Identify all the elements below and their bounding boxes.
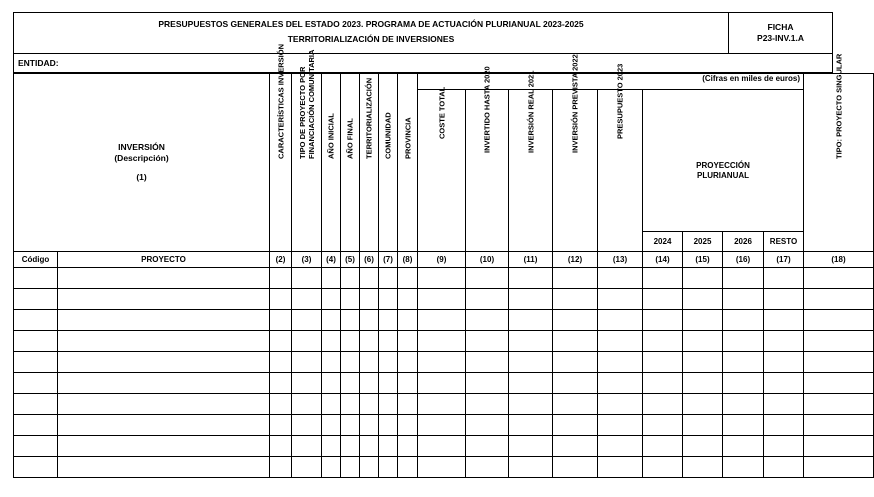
empty-cell (418, 352, 466, 373)
empty-cell (14, 457, 58, 478)
empty-cell (683, 310, 723, 331)
col-num: (14) (643, 252, 683, 268)
coste-total-label: COSTE TOTAL (437, 86, 447, 139)
empty-cell (598, 394, 643, 415)
empty-cell (58, 268, 270, 289)
title-bar (13, 12, 833, 54)
col-num: (13) (598, 252, 643, 268)
table-row (14, 415, 874, 436)
empty-cell (509, 310, 553, 331)
year-2024: 2024 (643, 232, 683, 252)
empty-cell (14, 331, 58, 352)
empty-cell (341, 268, 360, 289)
codigo-header: Código (14, 252, 58, 268)
empty-cell (643, 436, 683, 457)
table-row (14, 331, 874, 352)
empty-cell (418, 289, 466, 310)
empty-cell (509, 394, 553, 415)
empty-cell (598, 373, 643, 394)
col-ano-inicial (322, 74, 341, 252)
empty-cell (553, 310, 598, 331)
table-row (14, 457, 874, 478)
comunidad-label: COMUNIDAD (383, 111, 393, 159)
empty-cell (292, 457, 322, 478)
col-num: (12) (553, 252, 598, 268)
empty-cell (764, 331, 804, 352)
empty-cell (292, 268, 322, 289)
proyecto-header: PROYECTO (58, 252, 270, 268)
table-row (14, 289, 874, 310)
empty-cell (418, 268, 466, 289)
empty-cell (723, 289, 764, 310)
empty-cell (58, 457, 270, 478)
empty-cell (270, 268, 292, 289)
inversion-header (14, 74, 270, 252)
col-num: (10) (466, 252, 509, 268)
empty-cell (270, 436, 292, 457)
empty-cell (804, 415, 874, 436)
empty-cell (553, 373, 598, 394)
empty-cell (379, 331, 398, 352)
empty-cell (723, 268, 764, 289)
empty-cell (723, 436, 764, 457)
empty-cell (643, 331, 683, 352)
empty-cell (341, 457, 360, 478)
inversion-title: INVERSIÓN (118, 142, 165, 152)
empty-cell (398, 289, 418, 310)
empty-cell (379, 457, 398, 478)
col-num: (15) (683, 252, 723, 268)
ano-final-label: AÑO FINAL (345, 117, 355, 159)
title-line-1: PRESUPUESTOS GENERALES DEL ESTADO 2023. PROGRAMA DE ACTUACIÓN PLURIANUAL 2023-2025 (158, 19, 584, 29)
col-ano-final (341, 74, 360, 252)
budget-form (13, 12, 846, 478)
empty-cell (360, 289, 379, 310)
empty-cell (553, 289, 598, 310)
empty-cell (322, 457, 341, 478)
empty-cell (292, 289, 322, 310)
ano-inicial-label: AÑO INICIAL (326, 112, 336, 159)
col-num: (18) (804, 252, 874, 268)
empty-cell (466, 331, 509, 352)
empty-cell (58, 373, 270, 394)
form-title (14, 13, 729, 53)
empty-cell (379, 373, 398, 394)
empty-cell (418, 457, 466, 478)
empty-cell (643, 352, 683, 373)
empty-cell (379, 415, 398, 436)
empty-cell (804, 268, 874, 289)
empty-cell (418, 373, 466, 394)
empty-cell (292, 310, 322, 331)
empty-cell (683, 373, 723, 394)
empty-cell (270, 457, 292, 478)
empty-cell (764, 310, 804, 331)
col-comunidad (379, 74, 398, 252)
col-num: (3) (292, 252, 322, 268)
empty-cell (292, 373, 322, 394)
empty-cell (683, 352, 723, 373)
empty-cell (598, 331, 643, 352)
empty-cell (292, 352, 322, 373)
empty-cell (418, 394, 466, 415)
empty-cell (723, 352, 764, 373)
empty-cell (723, 373, 764, 394)
empty-cell (764, 373, 804, 394)
empty-cell (764, 268, 804, 289)
empty-cell (341, 415, 360, 436)
empty-cell (643, 415, 683, 436)
empty-cell (643, 373, 683, 394)
col-num: (2) (270, 252, 292, 268)
empty-cell (322, 415, 341, 436)
empty-cell (58, 436, 270, 457)
empty-cell (509, 415, 553, 436)
empty-cell (322, 373, 341, 394)
empty-cell (322, 331, 341, 352)
empty-cell (14, 310, 58, 331)
empty-cell (398, 268, 418, 289)
empty-cell (322, 394, 341, 415)
table-row (14, 310, 874, 331)
empty-cell (553, 394, 598, 415)
table-row (14, 373, 874, 394)
empty-cell (683, 457, 723, 478)
empty-cell (466, 352, 509, 373)
empty-cell (341, 310, 360, 331)
empty-cell (379, 436, 398, 457)
empty-cell (509, 457, 553, 478)
empty-cell (598, 415, 643, 436)
empty-cell (553, 268, 598, 289)
empty-cell (360, 268, 379, 289)
empty-cell (683, 436, 723, 457)
empty-cell (360, 436, 379, 457)
empty-cell (270, 331, 292, 352)
empty-cell (764, 415, 804, 436)
empty-cell (553, 415, 598, 436)
empty-cell (398, 436, 418, 457)
col-num: (4) (322, 252, 341, 268)
empty-cell (270, 415, 292, 436)
empty-cell (466, 436, 509, 457)
empty-cell (322, 436, 341, 457)
empty-cell (58, 310, 270, 331)
empty-cell (14, 415, 58, 436)
col-inversion-real (509, 70, 553, 252)
empty-cell (292, 331, 322, 352)
proyeccion-header (643, 90, 804, 232)
empty-cell (598, 436, 643, 457)
empty-cell (466, 289, 509, 310)
empty-cell (683, 415, 723, 436)
col-caracteristicas (270, 43, 292, 252)
empty-cell (598, 457, 643, 478)
empty-cell (360, 352, 379, 373)
empty-cell (466, 394, 509, 415)
col-tipo-singular (804, 53, 874, 252)
data-rows (14, 268, 874, 478)
year-2025: 2025 (683, 232, 723, 252)
empty-cell (379, 289, 398, 310)
empty-cell (683, 289, 723, 310)
empty-cell (764, 352, 804, 373)
title-line-2: TERRITORIALIZACIÓN DE INVERSIONES (287, 34, 455, 44)
ficha-box (729, 13, 832, 53)
empty-cell (553, 436, 598, 457)
col-num: (8) (398, 252, 418, 268)
empty-cell (379, 394, 398, 415)
tipo-label-1: TIPO DE PROYECTO POR (297, 66, 307, 159)
empty-cell (379, 352, 398, 373)
empty-cell (360, 310, 379, 331)
empty-cell (643, 457, 683, 478)
empty-cell (509, 352, 553, 373)
empty-cell (723, 394, 764, 415)
empty-cell (398, 331, 418, 352)
empty-cell (643, 394, 683, 415)
empty-cell (270, 394, 292, 415)
empty-cell (58, 415, 270, 436)
empty-cell (598, 289, 643, 310)
empty-cell (418, 310, 466, 331)
inversion-number: (1) (136, 172, 147, 182)
empty-cell (398, 394, 418, 415)
empty-cell (360, 394, 379, 415)
table-row (14, 436, 874, 457)
empty-cell (418, 331, 466, 352)
empty-cell (466, 373, 509, 394)
empty-cell (804, 457, 874, 478)
empty-cell (804, 352, 874, 373)
col-num: (17) (764, 252, 804, 268)
col-num: (7) (379, 252, 398, 268)
empty-cell (723, 415, 764, 436)
inversion-subtitle: (Descripción) (114, 153, 169, 163)
year-2026: 2026 (723, 232, 764, 252)
col-territorializacion (360, 74, 379, 252)
invertido-label: INVERTIDO HASTA 2020 (482, 65, 492, 153)
empty-cell (270, 373, 292, 394)
empty-cell (322, 268, 341, 289)
empty-cell (683, 394, 723, 415)
proyeccion-label-1: PROYECCIÓN (696, 160, 750, 170)
tipo-singular-label: TIPO: PROYECTO SINGULAR (834, 53, 844, 159)
empty-cell (764, 394, 804, 415)
col-num: (16) (723, 252, 764, 268)
empty-cell (58, 331, 270, 352)
empty-cell (509, 289, 553, 310)
empty-cell (14, 436, 58, 457)
empty-cell (723, 310, 764, 331)
table-row (14, 394, 874, 415)
empty-cell (14, 289, 58, 310)
empty-cell (58, 352, 270, 373)
empty-cell (360, 457, 379, 478)
empty-cell (509, 436, 553, 457)
empty-cell (764, 289, 804, 310)
empty-cell (14, 268, 58, 289)
empty-cell (466, 268, 509, 289)
col-coste-total (418, 86, 466, 252)
empty-cell (270, 352, 292, 373)
empty-cell (553, 331, 598, 352)
empty-cell (509, 268, 553, 289)
empty-cell (341, 352, 360, 373)
empty-cell (341, 289, 360, 310)
empty-cell (14, 352, 58, 373)
empty-cell (553, 457, 598, 478)
empty-cell (553, 352, 598, 373)
empty-cell (322, 352, 341, 373)
empty-cell (643, 310, 683, 331)
empty-cell (643, 289, 683, 310)
territorializacion-label: TERRITORIALIZACIÓN (364, 77, 374, 159)
year-resto: RESTO (764, 232, 804, 252)
empty-cell (398, 457, 418, 478)
empty-cell (764, 436, 804, 457)
entidad-label: ENTIDAD: (18, 58, 59, 68)
provincia-label: PROVINCIA (403, 116, 413, 159)
empty-cell (804, 373, 874, 394)
empty-cell (643, 268, 683, 289)
empty-cell (466, 310, 509, 331)
col-num: (11) (509, 252, 553, 268)
ficha-label: FICHA (767, 22, 794, 32)
empty-cell (398, 373, 418, 394)
empty-cell (804, 289, 874, 310)
empty-cell (804, 331, 874, 352)
empty-cell (509, 373, 553, 394)
empty-cell (509, 331, 553, 352)
empty-cell (379, 268, 398, 289)
empty-cell (804, 436, 874, 457)
empty-cell (322, 289, 341, 310)
empty-cell (466, 415, 509, 436)
col-inversion-prevista (553, 53, 598, 252)
table-row (14, 352, 874, 373)
col-invertido (466, 65, 509, 252)
entidad-row (13, 54, 833, 73)
empty-cell (804, 310, 874, 331)
presupuesto-label: PRESUPUESTO 2023 (615, 63, 625, 139)
empty-cell (341, 436, 360, 457)
caracteristicas-label: CARACTERÍSTICAS INVERSIÓN (276, 43, 286, 159)
tipo-label-2: FINANCIACIÓN COMUNITARIA (306, 49, 316, 159)
empty-cell (466, 457, 509, 478)
col-num: (6) (360, 252, 379, 268)
empty-cell (598, 352, 643, 373)
col-presupuesto (598, 63, 643, 252)
empty-cell (598, 310, 643, 331)
column-number-row (14, 252, 874, 268)
table-row (14, 268, 874, 289)
empty-cell (322, 310, 341, 331)
empty-cell (764, 457, 804, 478)
empty-cell (58, 394, 270, 415)
empty-cell (341, 373, 360, 394)
empty-cell (360, 415, 379, 436)
empty-cell (418, 436, 466, 457)
ficha-code: P23-INV.1.A (757, 33, 804, 43)
empty-cell (723, 457, 764, 478)
empty-cell (683, 331, 723, 352)
empty-cell (270, 310, 292, 331)
empty-cell (723, 331, 764, 352)
empty-cell (341, 331, 360, 352)
empty-cell (14, 373, 58, 394)
empty-cell (398, 352, 418, 373)
empty-cell (341, 394, 360, 415)
col-tipo-proyecto (292, 49, 322, 252)
proyeccion-label-2: PLURIANUAL (697, 170, 750, 180)
empty-cell (360, 373, 379, 394)
inversion-prevista-label: INVERSIÓN PREVISTA 2022 (570, 53, 580, 153)
empty-cell (398, 415, 418, 436)
empty-cell (360, 331, 379, 352)
empty-cell (804, 394, 874, 415)
empty-cell (14, 394, 58, 415)
empty-cell (598, 268, 643, 289)
empty-cell (379, 310, 398, 331)
col-provincia (398, 74, 418, 252)
empty-cell (58, 289, 270, 310)
empty-cell (292, 436, 322, 457)
empty-cell (270, 289, 292, 310)
empty-cell (418, 415, 466, 436)
empty-cell (292, 415, 322, 436)
inversion-real-label: INVERSIÓN REAL 2021 (526, 70, 536, 153)
col-num: (5) (341, 252, 360, 268)
empty-cell (398, 310, 418, 331)
empty-cell (683, 268, 723, 289)
units-note: (Cifras en miles de euros) (418, 74, 804, 90)
col-num: (9) (418, 252, 466, 268)
empty-cell (292, 394, 322, 415)
